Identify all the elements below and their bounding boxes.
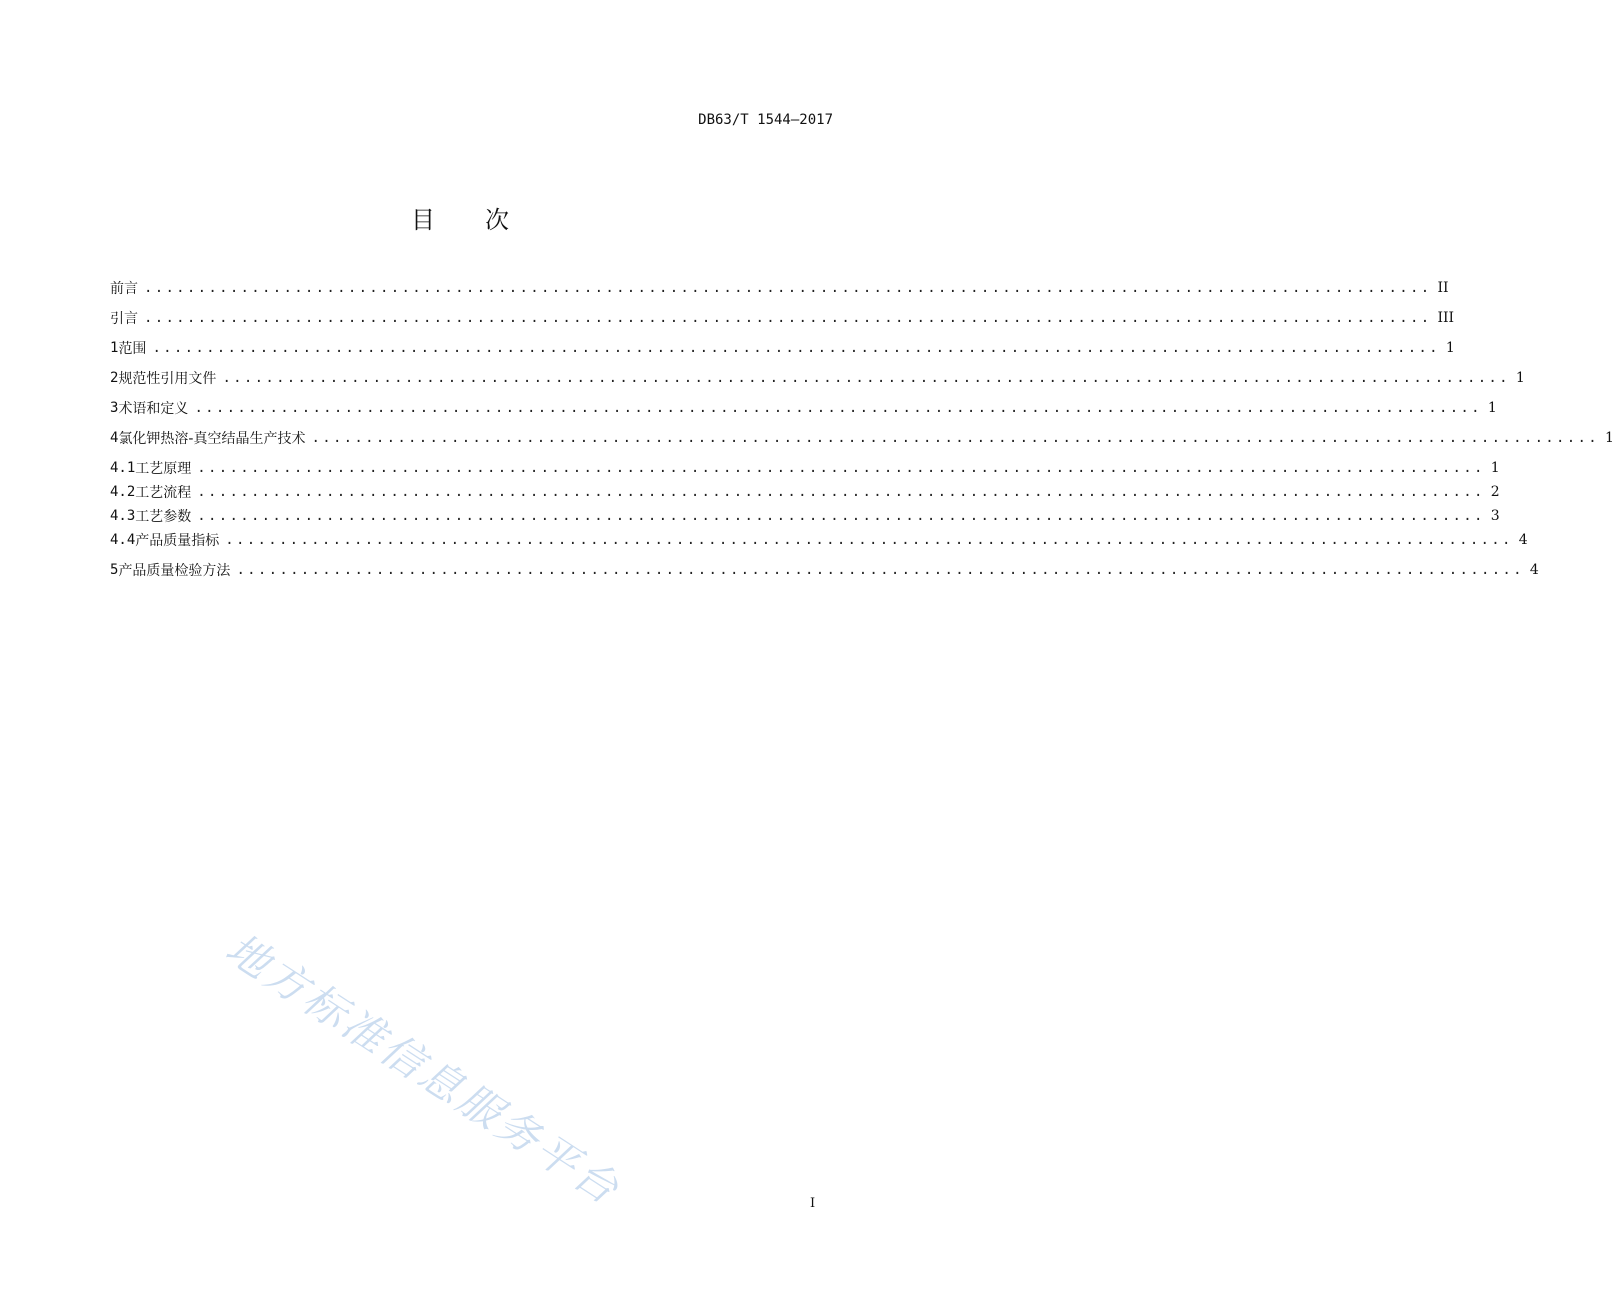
document-code: DB63/T 1544—2017 — [698, 112, 833, 128]
toc-entry-foreword[interactable] — [110, 278, 1449, 298]
toc-title — [0, 200, 920, 235]
toc-entry-4-1[interactable] — [110, 458, 1500, 478]
toc-entry-2[interactable] — [110, 368, 1525, 388]
toc-entry-number: 4.2 — [110, 484, 136, 500]
toc-leader-dots: ........................................................................................................................ — [194, 400, 1482, 416]
toc-entry-label: 前言 — [110, 281, 138, 297]
toc-leader-dots: ........................................................................................................................ — [144, 280, 1432, 296]
toc-entry-label: 规范性引用文件 — [118, 371, 217, 387]
toc-entry-number: 1 — [110, 340, 119, 356]
toc-entry-4-4[interactable] — [110, 530, 1528, 550]
toc-entry-label: 工艺参数 — [135, 509, 192, 525]
footer-page-number: I — [810, 1196, 816, 1211]
toc-entry-4[interactable] — [110, 428, 1614, 448]
toc-entry-number: 4.1 — [110, 460, 136, 476]
toc-entry-page: II — [1437, 280, 1449, 296]
toc-leader-dots: ........................................................................................................................ — [236, 562, 1524, 578]
toc-entry-label: 工艺流程 — [135, 485, 192, 501]
toc-leader-dots: ........................................................................................................................ — [311, 430, 1599, 446]
toc-entry-5[interactable] — [110, 560, 1539, 580]
toc-entry-introduction[interactable] — [110, 308, 1455, 328]
toc-entry-4-3[interactable] — [110, 506, 1500, 526]
toc-leader-dots: ........................................................................................................................ — [152, 340, 1440, 356]
toc-leader-dots: ........................................................................................................................ — [222, 370, 1510, 386]
toc-entry-number: 4 — [110, 430, 119, 446]
toc-entry-label: 产品质量指标 — [135, 533, 220, 549]
toc-entry-label: 工艺原理 — [135, 461, 192, 477]
toc-entry-1[interactable] — [110, 338, 1455, 358]
toc-entry-page: 1 — [1490, 460, 1500, 476]
toc-entry-label: 氯化钾热溶-真空结晶生产技术 — [118, 431, 306, 447]
toc-leader-dots: ........................................................................................................................ — [197, 484, 1485, 500]
toc-entry-label: 引言 — [110, 311, 138, 327]
toc-leader-dots: ........................................................................................................................ — [197, 508, 1485, 524]
toc-entry-label: 范围 — [118, 341, 147, 357]
toc-entry-page: 4 — [1518, 532, 1528, 548]
toc-entry-page: 2 — [1490, 484, 1500, 500]
toc-entry-label: 术语和定义 — [118, 401, 189, 417]
toc-entry-number: 2 — [110, 370, 119, 386]
toc-entry-page: 1 — [1515, 370, 1525, 386]
toc-entry-page: III — [1437, 310, 1455, 326]
toc-entry-page: 1 — [1604, 430, 1614, 446]
toc-leader-dots: ........................................................................................................................ — [197, 460, 1485, 476]
toc-entry-page: 3 — [1490, 508, 1500, 524]
toc-entry-number: 4.3 — [110, 508, 136, 524]
toc-leader-dots: ........................................................................................................................ — [225, 532, 1513, 548]
toc-entry-page: 1 — [1487, 400, 1497, 416]
watermark: 地方标准信息服务平台 — [217, 923, 630, 1216]
toc-entry-page: 4 — [1529, 562, 1539, 578]
toc-entry-page: 1 — [1445, 340, 1455, 356]
toc-entry-number: 4.4 — [110, 532, 136, 548]
toc-entry-3[interactable] — [110, 398, 1497, 418]
toc-entry-label: 产品质量检验方法 — [118, 563, 231, 579]
toc-title-char-1: 目 — [411, 206, 435, 234]
toc-entry-number: 5 — [110, 562, 119, 578]
toc-title-char-2: 次 — [485, 206, 509, 234]
toc-entry-number: 3 — [110, 400, 119, 416]
toc-entry-4-2[interactable] — [110, 482, 1500, 502]
toc-leader-dots: ........................................................................................................................ — [144, 310, 1432, 326]
